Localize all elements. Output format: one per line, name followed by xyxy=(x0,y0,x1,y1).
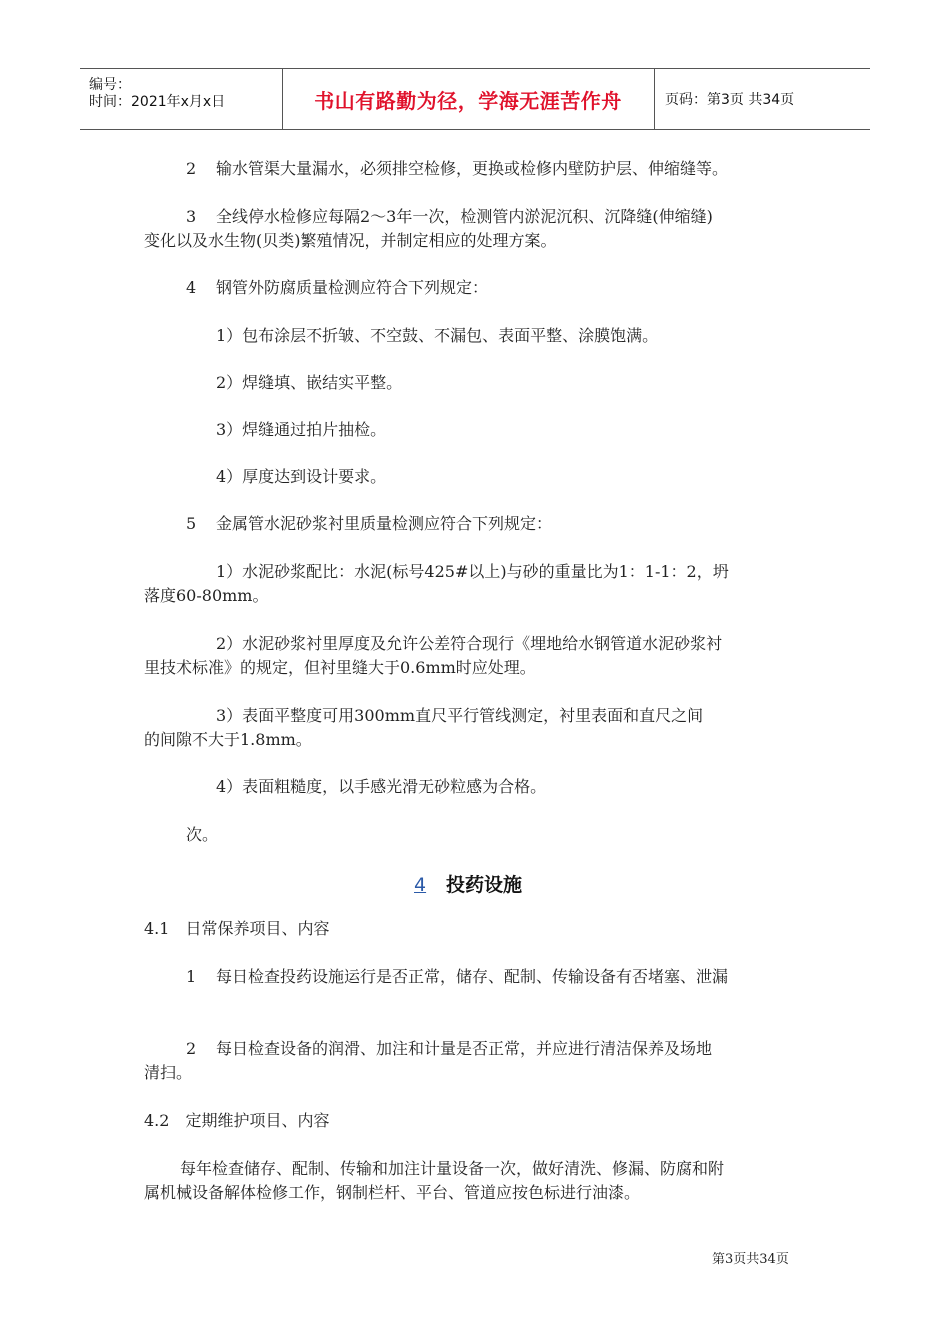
paragraph-5: 5 金属管水泥砂浆衬里质量检测应符合下列规定： xyxy=(186,514,553,533)
header-page-number: 页码：第3页 共34页 xyxy=(665,92,795,108)
subsection-4-2-line1: 每年检查储存、配制、传输和加注计量设备一次，做好清洗、修漏、防腐和附 xyxy=(180,1159,725,1178)
section-title: 投药设施 xyxy=(446,874,523,896)
header-motto: 书山有路勤为径，学海无涯苦作舟 xyxy=(314,88,622,113)
header-meta-cell xyxy=(80,69,283,129)
page-footer: 第3页共34页 xyxy=(712,1252,789,1267)
list-item-line1: 1）水泥砂浆配比：水泥(标号425#以上)与砂的重量比为1：1-1：2，坍 xyxy=(216,562,729,581)
subsection-4-1-item-1: 1 每日检查投药设施运行是否正常，储存、配制、传输设备有否堵塞、泄漏 xyxy=(186,967,729,986)
list-item-line1: 3）表面平整度可用300mm直尺平行管线测定，衬里表面和直尺之间 xyxy=(216,706,704,725)
paragraph-2: 2 输水管渠大量漏水，必须排空检修，更换或检修内壁防护层、伸缩缝等。 xyxy=(186,159,729,178)
section-number-link[interactable]: 4 xyxy=(414,874,427,896)
list-item-line2: 里技术标准》的规定，但衬里缝大于0.6mm时应处理。 xyxy=(144,658,536,677)
subsection-heading-4-1: 4.1 日常保养项目、内容 xyxy=(144,919,330,938)
subsection-4-2-line2: 属机械设备解体检修工作，钢制栏杆、平台、管道应按色标进行油漆。 xyxy=(144,1183,641,1202)
list-item-line2: 的间隙不大于1.8mm。 xyxy=(144,730,312,749)
text-fragment: 次。 xyxy=(186,825,219,844)
header-motto-cell xyxy=(282,69,655,129)
subsection-4-1-item-2-line1: 2 每日检查设备的润滑、加注和计量是否正常，并应进行清洁保养及场地 xyxy=(186,1039,713,1058)
paragraph-4: 4 钢管外防腐质量检测应符合下列规定： xyxy=(186,278,489,297)
page-header xyxy=(80,68,870,130)
list-item-line1: 2）水泥砂浆衬里厚度及允许公差符合现行《埋地给水钢管道水泥砂浆衬 xyxy=(216,634,723,653)
section-heading xyxy=(414,870,522,897)
list-item: 4）厚度达到设计要求。 xyxy=(216,467,387,486)
document-time-label: 时间：2021年x月x日 xyxy=(89,94,226,110)
subsection-heading-4-2: 4.2 定期维护项目、内容 xyxy=(144,1111,330,1130)
list-item: 1）包布涂层不折皱、不空鼓、不漏包、表面平整、涂膜饱满。 xyxy=(216,326,659,345)
list-item: 3）焊缝通过拍片抽检。 xyxy=(216,420,387,439)
list-item: 4）表面粗糙度，以手感光滑无砂粒感为合格。 xyxy=(216,777,547,796)
subsection-4-1-item-2-line2: 清扫。 xyxy=(144,1063,193,1082)
paragraph-3-line2: 变化以及水生物(贝类)繁殖情况，并制定相应的处理方案。 xyxy=(144,231,557,250)
list-item: 2）焊缝填、嵌结实平整。 xyxy=(216,373,403,392)
list-item-line2: 落度60-80mm。 xyxy=(144,586,269,605)
paragraph-3-line1: 3 全线停水检修应每隔2～3年一次，检测管内淤泥沉积、沉降缝(伸缩缝) xyxy=(186,207,713,226)
document-number-label: 编号： xyxy=(89,77,131,93)
header-page-cell xyxy=(654,69,870,129)
